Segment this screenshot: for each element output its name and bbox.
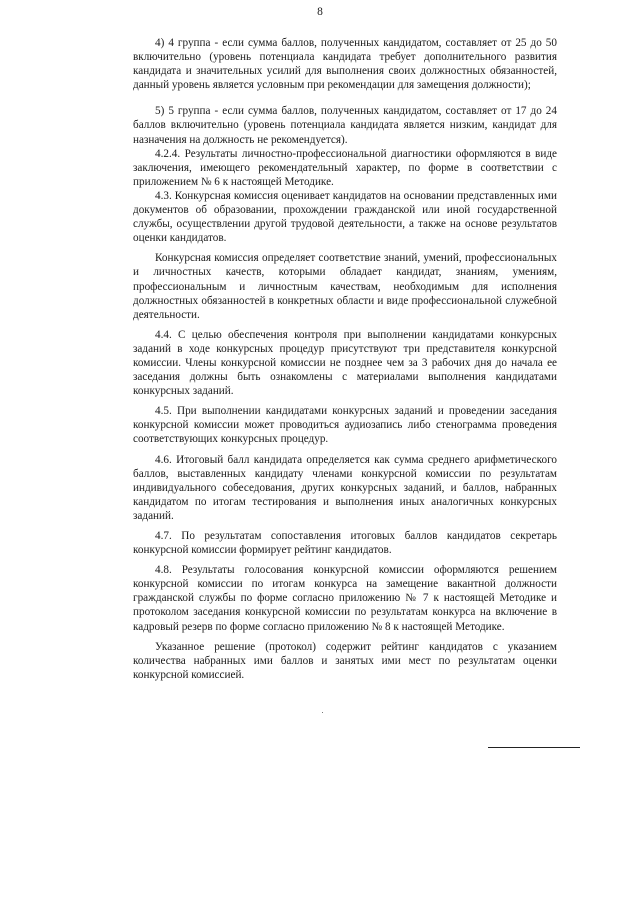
paragraph-4-3: 4.3. Конкурсная комиссия оценивает кандидатов на основании представленных ими документов об образовании, прохождении гражданской или иной государственной службы, осуществлении другой трудовой деятельности, а также на основе результатов оценки кандидатов. <box>133 189 557 245</box>
page-number: 8 <box>317 6 323 18</box>
paragraph-group-5: 5) 5 группа - если сумма баллов, полученных кандидатом, составляет от 17 до 24 баллов включительно (уровень потенциала кандидата является низким, кандидат для назначения на должность не рекомендуется). <box>133 105 557 146</box>
end-of-text-rule <box>488 747 580 748</box>
paragraph-4-8: 4.8. Результаты голосования конкурсной комиссии оформляются решением конкурсной комиссии по итогам конкурса на замещение вакантной должности гражданской службы по форме согласно приложению № 7 к настоящей Методике и протоколом заседания конкурсной комиссии по результатам конкурса на включение в кадровый резерв по форме согласно приложению № 8 к настоящей Методике. <box>133 564 557 633</box>
paragraph-decision-rating: Указанное решение (протокол) содержит рейтинг кандидатов с указанием количества набранных ими баллов и занятых ими мест по результатам оценки конкурсной комиссией. <box>133 640 557 681</box>
paragraph-4-2-4: 4.2.4. Результаты личностно-профессиональной диагностики оформляются в виде заключения, имеющего рекомендательный характер, по форме в соответствии с приложением № 6 к настоящей Методике. <box>133 147 557 188</box>
paragraph-4-7: 4.7. По результатам сопоставления итоговых баллов кандидатов секретарь конкурсной комиссии формирует рейтинг кандидатов. <box>133 530 557 557</box>
paragraph-commission-determines: Конкурсная комиссия определяет соответствие знаний, умений, профессиональных и личностных качеств, которыми обладает кандидат, знаниям, умениям, профессиональным и личностным качествам, необходимым для исполнения должностных обязанностей в конкретных области и виде профессиональной служебной деятельности. <box>133 252 557 321</box>
paragraph-4-4: 4.4. С целью обеспечения контроля при выполнении кандидатами конкурсных заданий в ходе конкурсных процедур присутствуют три представителя конкурсной комиссии. Члены конкурсной комиссии не позднее чем за 3 рабочих дня до начала ее заседания должны быть ознакомлены с материалами выполнения кандидатами конкурсных заданий. <box>133 328 557 398</box>
paragraph-group-4: 4) 4 группа - если сумма баллов, полученных кандидатом, составляет от 25 до 50 включительно (уровень потенциала кандидата требует дополнительного развития кандидата и значительных усилий для выполнения своих должностных обязанностей, данный уровень является условным при рекомендации для замещения должности); <box>133 37 557 92</box>
scan-speck <box>322 712 323 713</box>
paragraph-4-5: 4.5. При выполнении кандидатами конкурсных заданий и проведении заседания конкурсной комиссии может проводиться аудиозапись либо стенограмма проведения соответствующих конкурсных процедур. <box>133 405 557 446</box>
paragraph-4-6: 4.6. Итоговый балл кандидата определяется как сумма среднего арифметического баллов, выставленных кандидату членами конкурсной комиссии по результатам индивидуального собеседования, других конкурсных заданий, и баллов, набранных кандидатом по итогам тестирования и выполнения иных аналогичных конкурсных заданий. <box>133 453 557 522</box>
document-body <box>133 36 557 682</box>
